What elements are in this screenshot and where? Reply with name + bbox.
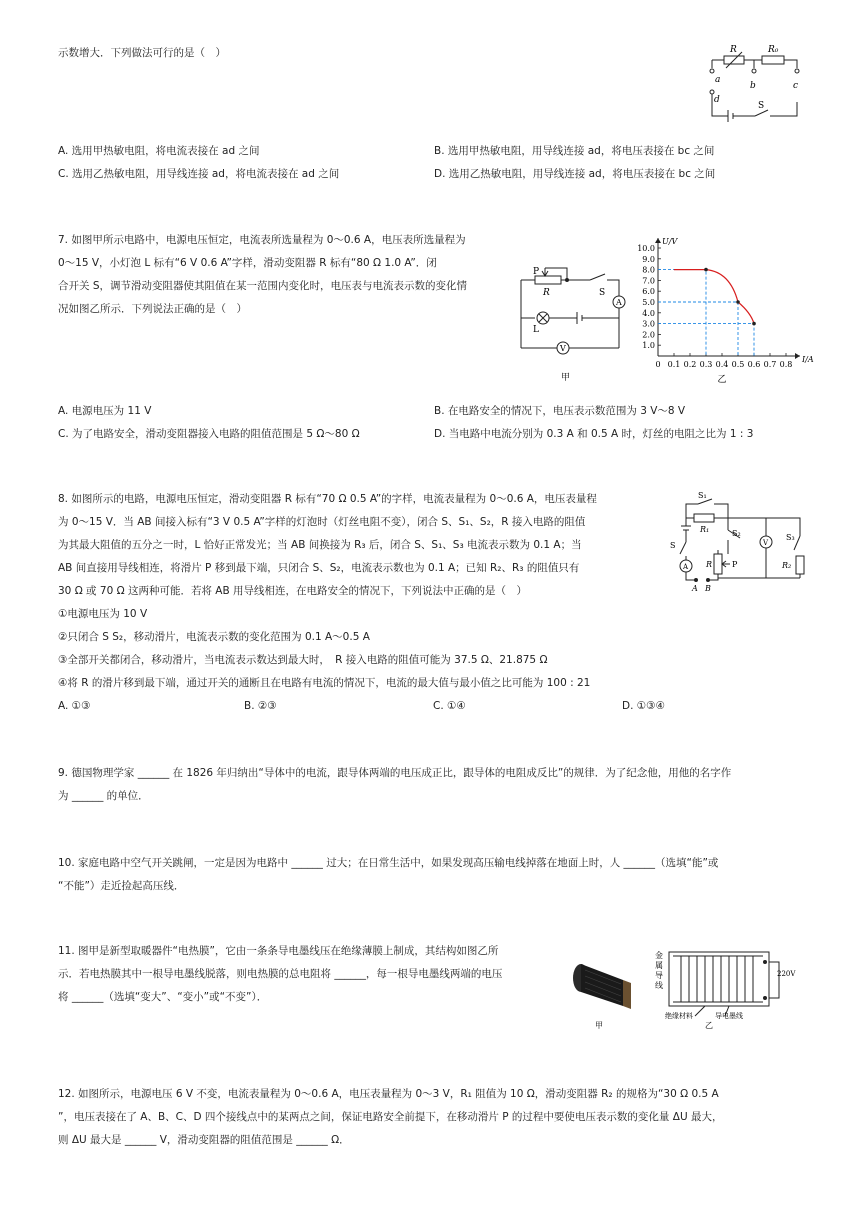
q8-stem-line2: 为 0～15 V．当 AB 间接入标有“3 V 0.5 A”字样的灯泡时（灯丝电阻不变），闭合 S、S₁、S₂，R 接入电路的阻值 — [58, 516, 586, 528]
q7-jia-label-L: L — [533, 325, 539, 335]
q11-label-metal-1: 金 — [655, 951, 663, 960]
chart-y-tick-label: 4.0 — [642, 308, 655, 318]
q6-label-d: d — [714, 95, 720, 105]
chart-y-tick-label: 2.0 — [642, 330, 655, 340]
q11-label-metal-3: 导 — [655, 971, 663, 980]
chart-x-tick-label: 0.3 — [699, 360, 713, 369]
q8-label-R1: R₁ — [700, 525, 710, 534]
q7-stem-line1: 7. 如图甲所示电路中，电源电压恒定，电流表所选量程为 0～0.6 A，电压表所选量程为 — [58, 234, 466, 246]
q6-option-d[interactable]: D. 选用乙热敏电阻，用导线连接 ad，将电压表接在 bc 之间 — [434, 168, 716, 180]
chart-data-point — [752, 322, 756, 326]
q7-stem-line2: 0～15 V，小灯泡 L 标有“6 V 0.6 A”字样，滑动变阻器 R 标有“80 Ω 1.0 A”．闭 — [58, 257, 437, 269]
chart-y-tick-label: 7.0 — [642, 276, 655, 286]
q8-stem-line3: 为其最大阻值的五分之一时，L 恰好正常发光；当 AB 间换接为 R₃ 后，闭合 S、S₁、S₃ 电流表示数为 0.1 A；当 — [58, 539, 582, 551]
chart-x-tick-label: 0.8 — [779, 360, 793, 369]
q8-label-R: R — [706, 560, 713, 569]
q11-label-ink: 导电墨线 — [715, 1012, 743, 1020]
chart-data-point — [736, 300, 740, 304]
q6-label-S: S — [758, 101, 765, 111]
q11-label-insulation: 绝缘材料 — [665, 1012, 693, 1020]
q8-label-S3: S₃ — [786, 533, 795, 542]
chart-y-tick-label: 9.0 — [642, 254, 655, 264]
chart-y-tick-label: 3.0 — [642, 319, 655, 329]
chart-series-line — [674, 270, 754, 324]
q8-label-V: V — [763, 539, 769, 547]
q9-stem-line2: 为 ______ 的单位． — [58, 790, 149, 802]
q8-circuit-figure — [668, 490, 808, 595]
q8-statement-2: ②只闭合 S S₂，移动滑片，电流表示数的变化范围为 0.1 A～0.5 A — [58, 631, 370, 643]
q7-jia-label-A: A — [616, 298, 622, 307]
chart-y-tick-label: 5.0 — [642, 298, 655, 307]
chart-caption: 乙 — [717, 375, 727, 385]
q7-option-a[interactable]: A. 电源电压为 11 V — [58, 405, 152, 417]
chart-y-tick-label: 8.0 — [642, 265, 655, 275]
chart-x-tick-label: 0.2 — [683, 360, 697, 369]
q6-label-R0: R₀ — [768, 45, 779, 55]
q11-caption-jia: 甲 — [595, 1021, 603, 1030]
q8-option-d[interactable]: D. ①③④ — [622, 700, 665, 712]
q6-label-b: b — [750, 81, 756, 91]
chart-y-label: U/V — [662, 237, 678, 246]
chart-x-tick-label: 0 — [655, 360, 661, 369]
q8-option-c[interactable]: C. ①④ — [433, 700, 466, 712]
q6-label-R: R — [730, 45, 737, 55]
q6-label-a: a — [715, 75, 721, 85]
q8-stem-line1: 8. 如图所示的电路，电源电压恒定，滑动变阻器 R 标有“70 Ω 0.5 A”的字样，电流表量程为 0～0.6 A，电压表量程 — [58, 493, 597, 505]
q11-stem-line3: 将 ______（选填“变大”、“变小”或“不变”）． — [58, 991, 268, 1003]
q7-circuit-jia — [515, 262, 635, 387]
q7-stem-line3: 合开关 S，调节滑动变阻器使其阻值在某一范围内变化时，电压表与电流表示数的变化情 — [58, 280, 468, 292]
q10-stem-line1: 10. 家庭电路中空气开关跳闸，一定是因为电路中 ______ 过大；在日常生活中，如果发现高压输电线掉落在地面上时，人 ______（选填“能”或 — [58, 857, 719, 869]
chart-x-tick-label: 0.6 — [747, 360, 761, 369]
q10-stem-line2: “不能”）走近捡起高压线． — [58, 880, 185, 892]
q6-option-b[interactable]: B. 选用甲热敏电阻，用导线连接 ad，将电压表接在 bc 之间 — [434, 145, 715, 157]
chart-data-point — [704, 268, 708, 272]
q12-stem-line3: 则 ΔU 最大是 ______ V，滑动变阻器的阻值范围是 ______ Ω． — [58, 1134, 350, 1146]
heating-film-roll-photo — [573, 964, 631, 1009]
q11-label-metal-2: 属 — [655, 961, 663, 970]
chart-x-tick-label: 0.7 — [763, 360, 777, 369]
q6-option-c[interactable]: C. 选用乙热敏电阻，用导线连接 ad，将电流表接在 ad 之间 — [58, 168, 340, 180]
q12-stem-line2: ”，电压表接在了 A、B、C、D 四个接线点中的某两点之间，保证电路安全前提下，在移动滑片 P 的过程中要使电压表示数的变化量 ΔU 最大， — [58, 1111, 723, 1123]
chart-x-tick-label: 0.1 — [667, 360, 681, 369]
q7-jia-caption: 甲 — [561, 373, 571, 383]
q12-stem-line1: 12. 如图所示，电源电压 6 V 不变，电流表量程为 0～0.6 A，电压表量程为 0～3 V，R₁ 阻值为 10 Ω，滑动变阻器 R₂ 的规格为“30 Ω 0.5 A — [58, 1088, 719, 1100]
q7-jia-label-S: S — [599, 288, 606, 298]
q7-chart-yi — [628, 232, 814, 387]
q7-option-c[interactable]: C. 为了电路安全，滑动变阻器接入电路的阻值范围是 5 Ω～80 Ω — [58, 428, 360, 440]
q8-label-P: P — [732, 560, 738, 569]
q7-option-b[interactable]: B. 在电路安全的情况下，电压表示数范围为 3 V～8 V — [434, 405, 686, 417]
chart-x-arrow — [795, 353, 800, 359]
q6-circuit-figure — [700, 40, 810, 130]
q8-label-S1: S₁ — [698, 491, 707, 500]
q8-terminal-A: A — [692, 584, 698, 593]
q6-label-c: c — [793, 81, 799, 91]
q7-jia-label-R: R — [543, 288, 550, 298]
chart-y-tick-label: 1.0 — [642, 341, 655, 351]
q8-label-S: S — [670, 541, 676, 550]
chart-y-arrow — [655, 238, 661, 243]
q7-option-d[interactable]: D. 当电路中电流分别为 0.3 A 和 0.5 A 时，灯丝的电阻之比为 1 : 3 — [434, 428, 754, 440]
q11-stem-line2: 示．若电热膜其中一根导电墨线脱落，则电热膜的总电阻将 ______，每一根导电墨线两端的电压 — [58, 968, 503, 980]
q8-statement-1: ①电源电压为 10 V — [58, 608, 148, 620]
chart-x-tick-label: 0.5 — [731, 360, 745, 369]
chart-guide-line — [658, 270, 706, 356]
q11-label-metal-4: 线 — [655, 981, 663, 990]
q7-jia-label-P: P — [533, 267, 540, 277]
chart-x-label: I/A — [802, 355, 814, 364]
q8-label-R2: R₂ — [782, 561, 792, 570]
chart-x-tick-label: 0.4 — [715, 360, 729, 369]
q8-label-S2: S₂ — [732, 529, 741, 538]
q7-jia-label-V: V — [560, 344, 566, 353]
q9-stem-line1: 9. 德国物理学家 ______ 在 1826 年归纳出“导体中的电流，跟导体两端的电压成正比，跟导体的电阻成反比”的规律．为了纪念他，用他的名字作 — [58, 767, 732, 779]
q8-terminal-B: B — [705, 584, 711, 593]
q11-caption-yi: 乙 — [705, 1021, 713, 1030]
chart-guide-line — [658, 302, 738, 356]
q8-option-a[interactable]: A. ①③ — [58, 700, 91, 712]
q8-statement-4: ④将 R 的滑片移到最下端，通过开关的通断且在电路有电流的情况下，电流的最大值与最小值之比可能为 100 : 21 — [58, 677, 591, 689]
q8-option-b[interactable]: B. ②③ — [244, 700, 277, 712]
q11-stem-line1: 11. 图甲是新型取暖器件“电热膜”，它由一条条导电墨线压在绝缘薄膜上制成，其结构如图乙所 — [58, 945, 499, 957]
chart-y-tick-label: 6.0 — [642, 287, 655, 297]
chart-y-tick-label: 10.0 — [637, 244, 655, 253]
q8-statement-3: ③全部开关都闭合，移动滑片，当电流表示数达到最大时， R 接入电路的阻值可能为 37.5 Ω、21.875 Ω — [58, 654, 548, 666]
q11-heating-film-figure — [565, 940, 810, 1032]
q8-stem-line4: AB 间直接用导线相连，将滑片 P 移到最下端，只闭合 S、S₂，电流表示数也为 0.1 A；已知 R₂、R₃ 的阻值只有 — [58, 562, 580, 574]
q8-label-A: A — [683, 563, 689, 571]
q6-option-a[interactable]: A. 选用甲热敏电阻，将电流表接在 ad 之间 — [58, 145, 260, 157]
q7-stem-line4: 况如图乙所示．下列说法正确的是（ ） — [58, 303, 247, 315]
q6-stem-tail: 示数增大．下列做法可行的是（ ） — [58, 47, 226, 59]
q11-label-220v: 220V — [777, 970, 796, 978]
q8-stem-line5: 30 Ω 或 70 Ω 这两种可能．若将 AB 用导线相连，在电路安全的情况下，下列说法中正确的是（ ） — [58, 585, 528, 597]
